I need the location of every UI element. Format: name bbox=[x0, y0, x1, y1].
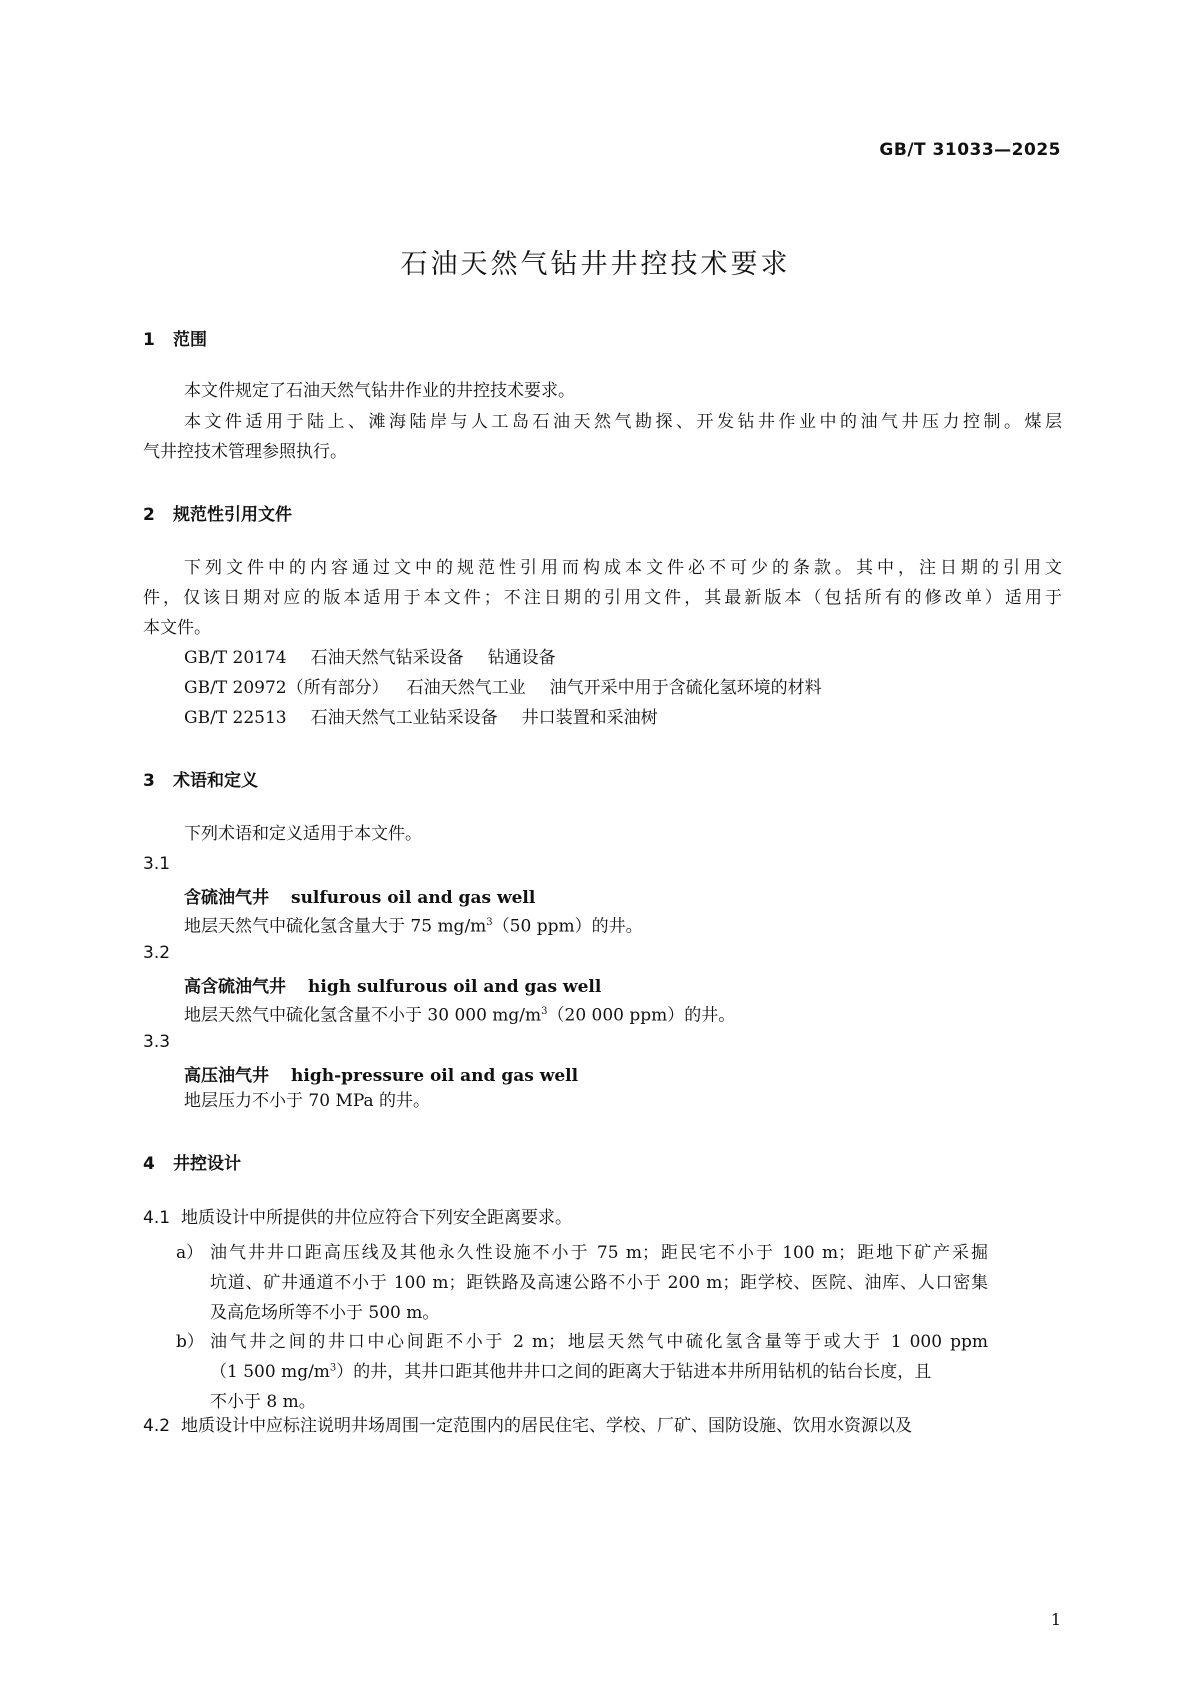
term-en: sulfurous oil and gas well bbox=[291, 888, 536, 908]
paragraph-line: 气井控技术管理参照执行。 bbox=[143, 442, 347, 462]
reference-item bbox=[184, 708, 658, 728]
paragraph-line: 下列术语和定义适用于本文件。 bbox=[184, 824, 422, 844]
section-title: 规范性引用文件 bbox=[173, 505, 292, 525]
section-heading-2 bbox=[143, 500, 292, 525]
term-heading bbox=[184, 1061, 578, 1086]
definition-text: 地层压力不小于 70 MPa 的井。 bbox=[184, 1091, 431, 1111]
section-heading-1 bbox=[143, 325, 207, 350]
list-item-line: 坑道、矿井通道不小于 100 m；距铁路及高速公路不小于 200 m；距学校、医院、油库、人口密集 bbox=[210, 1273, 988, 1293]
reference-subtitle: 油气开采中用于含硫化氢环境的材料 bbox=[549, 678, 822, 698]
list-item-text: ）的井，其井口距其他井井口之间的距离大于钻进本井所用钻机的钻台长度，且 bbox=[336, 1362, 932, 1382]
reference-code: GB/T 20174 bbox=[184, 648, 287, 668]
term-en: high sulfurous oil and gas well bbox=[308, 977, 602, 997]
clause-4-1 bbox=[143, 1208, 572, 1228]
list-item-line: 油气井井口距高压线及其他永久性设施不小于 75 m；距民宅不小于 100 m；距地下矿产采掘 bbox=[210, 1243, 988, 1263]
reference-subtitle: 井口装置和采油树 bbox=[521, 708, 658, 728]
clause-number: 4.1 bbox=[143, 1208, 171, 1228]
reference-title: 石油天然气钻采设备 bbox=[310, 648, 464, 668]
standard-number: GB/T 31033—2025 bbox=[879, 140, 1061, 160]
list-item-line: 油气井之间的井口中心间距不小于 2 m；地层天然气中硫化氢含量等于或大于 1 000 ppm bbox=[210, 1332, 988, 1352]
clause-text: 地质设计中应标注说明井场周围一定范围内的居民住宅、学校、厂矿、国防设施、饮用水资源以及 bbox=[181, 1416, 912, 1436]
section-number: 4 bbox=[143, 1154, 155, 1174]
term-definition bbox=[184, 913, 643, 937]
list-item-line: 不小于 8 m。 bbox=[210, 1392, 316, 1412]
page-number: 1 bbox=[1050, 1610, 1061, 1629]
term-number: 3.3 bbox=[143, 1032, 171, 1052]
superscript: 3 bbox=[329, 1362, 337, 1374]
section-number: 1 bbox=[143, 330, 155, 350]
section-title: 术语和定义 bbox=[173, 771, 258, 791]
reference-code: GB/T 22513 bbox=[184, 708, 287, 728]
list-item-line: 及高危场所等不小于 500 m。 bbox=[210, 1303, 440, 1323]
term-zh: 高压油气井 bbox=[184, 1066, 269, 1086]
clause-4-2 bbox=[143, 1416, 912, 1436]
list-item-line bbox=[210, 1357, 931, 1382]
term-number: 3.1 bbox=[143, 854, 171, 874]
term-definition bbox=[184, 1002, 735, 1026]
term-heading bbox=[184, 883, 535, 908]
paragraph-line: 下列文件中的内容通过文中的规范性引用而构成本文件必不可少的条款。其中，注日期的引用文 bbox=[184, 558, 1062, 578]
section-title: 井控设计 bbox=[173, 1154, 241, 1174]
paragraph-line: 本文件。 bbox=[143, 618, 211, 638]
clause-number: 4.2 bbox=[143, 1416, 171, 1436]
definition-text: （20 000 ppm）的井。 bbox=[547, 1005, 736, 1026]
section-number: 3 bbox=[143, 771, 155, 791]
reference-item bbox=[184, 648, 556, 668]
list-item-label: a） bbox=[176, 1243, 204, 1263]
term-definition bbox=[184, 1091, 430, 1111]
section-number: 2 bbox=[143, 505, 155, 525]
term-heading bbox=[184, 972, 601, 997]
reference-code: GB/T 20972（所有部分） bbox=[184, 678, 389, 698]
definition-text: 地层天然气中硫化氢含量大于 75 mg/m bbox=[184, 916, 487, 937]
list-item-text: （1 500 mg/m bbox=[210, 1362, 330, 1382]
section-heading-3 bbox=[143, 766, 258, 791]
document-title: 石油天然气钻井井控技术要求 bbox=[400, 249, 791, 280]
term-zh: 高含硫油气井 bbox=[184, 977, 286, 997]
paragraph-line: 本文件适用于陆上、滩海陆岸与人工岛石油天然气勘探、开发钻井作业中的油气井压力控制。煤层 bbox=[184, 412, 1062, 432]
term-number: 3.2 bbox=[143, 943, 171, 963]
reference-title: 石油天然气工业 bbox=[406, 678, 526, 698]
superscript: 3 bbox=[541, 1006, 548, 1017]
reference-title: 石油天然气工业钻采设备 bbox=[310, 708, 498, 728]
term-en: high-pressure oil and gas well bbox=[291, 1066, 579, 1086]
list-item-label: b） bbox=[176, 1332, 204, 1352]
section-title: 范围 bbox=[173, 330, 207, 350]
reference-item bbox=[184, 678, 822, 698]
definition-text: （50 ppm）的井。 bbox=[492, 916, 643, 937]
definition-text: 地层天然气中硫化氢含量不小于 30 000 mg/m bbox=[184, 1005, 542, 1026]
section-heading-4 bbox=[143, 1149, 241, 1174]
reference-subtitle: 钻通设备 bbox=[487, 648, 556, 668]
clause-text: 地质设计中所提供的井位应符合下列安全距离要求。 bbox=[181, 1208, 572, 1228]
superscript: 3 bbox=[486, 917, 493, 928]
term-zh: 含硫油气井 bbox=[184, 888, 269, 908]
paragraph-line: 本文件规定了石油天然气钻井作业的井控技术要求。 bbox=[184, 381, 575, 401]
paragraph-line: 件，仅该日期对应的版本适用于本文件；不注日期的引用文件，其最新版本（包括所有的修改单）适用于 bbox=[143, 588, 1062, 608]
